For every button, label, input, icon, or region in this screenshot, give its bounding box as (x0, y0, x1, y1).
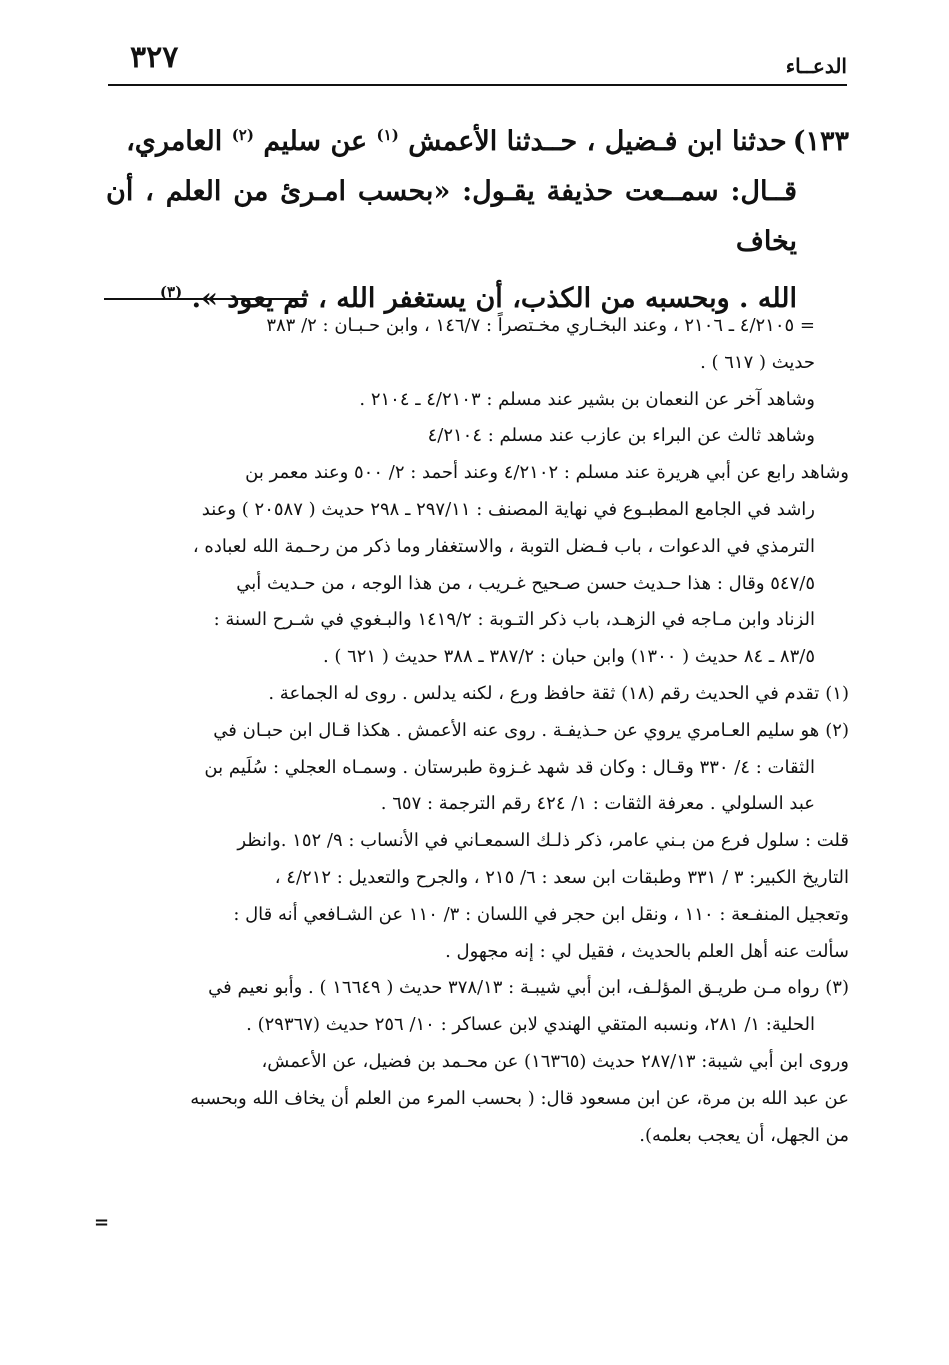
running-title: الدعــاء (785, 54, 847, 78)
footnotes (106, 308, 849, 1154)
hadith-text-segment: عن سليم (263, 126, 368, 157)
footnote-line: قلت : سلول فرع من بـني عامر، ذكر ذلـك السمعـاني في الأنساب : ٩/ ١٥٢ .وانظر (237, 830, 849, 852)
footnote-line: الترمذي في الدعوات ، باب فـضل التوبة ، والاستغفار وما ذكر من رحـمة الله لعباده ، (192, 535, 815, 557)
hadith-text-segment: العامري، (126, 126, 223, 157)
footnote-marker: (٣) (825, 977, 849, 999)
page-number: ٣٢٧ (130, 40, 179, 75)
header-rule (108, 84, 847, 86)
footnote-line: سألت عنه أهل العلم بالحديث ، فقيل لي : إنه مجهول . (445, 940, 849, 962)
footnote-line: ٥٤٧/٥ وقال : هذا حـديث حسن صـحيح غـريب ، من هذا الوجه ، من حـديث أبي (236, 572, 815, 594)
hadith-line-2: قــال: سمــعت حذيفة يقـول: «بحسب امـرئ من العلم ، أن يخاف (106, 176, 797, 257)
footnote-line: الزناد وابن مـاجه في الزهـد، باب ذكر التـوبة : ١٤١٩/٢ والبـغوي في شـرح السنة : (213, 609, 815, 631)
footnote-line: وشاهد رابع عن أبي هريرة عند مسلم : ٤/٢١٠٢ وعند أحمد : ٢/ ٥٠٠ وعند معمر بن (245, 462, 849, 484)
footnote-ref-1: (١) (376, 126, 399, 144)
footnote-text: تقدم في الحديث رقم (١٨) ثقة حافظ ورع ، لكنه يدلس . روى له الجماعة . (268, 682, 820, 704)
footnote-line: حديث ( ٦١٧ ) . (700, 351, 815, 373)
footnote-line: وشاهد ثالث عن البراء بن عازب عند مسلم : ٤/٢١٠٤ (427, 425, 815, 447)
footnote-line: وشاهد آخر عن النعمان بن بشير عند مسلم : ٤/٢١٠٣ ـ ٢١٠٤ . (359, 388, 815, 410)
hadith-line-1 (106, 110, 849, 167)
footnote-ref-2: (٢) (231, 126, 254, 144)
footnote-2 (106, 713, 849, 750)
footnote-line: الثقات : ٤/ ٣٣٠ وقـال : وكان قد شهد غـزوة طبرستان . وسمـاه العجلي : سُلَيم بن (204, 756, 815, 778)
hadith-number: ١٣٣) (792, 126, 849, 157)
footnote-line: عن عبد الله بن مرة، عن ابن مسعود قال: ( بحسب المرء من العلم أن يخاف الله وبحسبه (190, 1087, 849, 1109)
footnote-marker: (٢) (825, 719, 849, 741)
footnote-line: عبد السلولي . معرفة الثقات : ١/ ٤٢٤ رقم الترجمة : ٦٥٧ . (380, 793, 815, 815)
page-header (108, 40, 847, 86)
footnote-1 (106, 676, 849, 713)
footnote-text: رواه مـن طريـق المؤلـف، ابن أبي شيبـة : ٣٧٨/١٣ حديث ( ١٦٦٤٩ ) . وأبو نعيم في (208, 977, 820, 999)
footnote-separator (104, 298, 306, 300)
footnote-line: ٨٣/٥ ـ ٨٤ حديث ( ١٣٠٠) وابن حبان : ٣٨٧/٢ ـ ٣٨٨ حديث ( ٦٢١ ) . (322, 646, 815, 668)
footnote-line: = ٤/٢١٠٥ ـ ٢١٠٦ ، وعند البخـاري مخـتصراً : ١٤٦/٧ ، وابن حـبـان : ٢/ ٣٨٣ (266, 315, 815, 336)
hadith-text-segment: الله . وبحسبه من الكذب، أن يستغفر الله ، ثم يعود ». (191, 283, 797, 314)
footnote-ref-3: (٣) (159, 283, 183, 301)
footnote-line: التاريخ الكبير: ٣ / ٣٣١ وطبقات ابن سعد : ٦/ ٢١٥ ، والجرح والتعديل : ٤/٢١٢ ، (274, 866, 849, 888)
footnote-3 (106, 970, 849, 1007)
continuation-mark: = (94, 1212, 110, 1233)
footnote-marker: (١) (825, 682, 849, 704)
hadith-text-segment: حدثنا ابن فـضيل ، حــدثنا الأعمش (408, 126, 787, 157)
hadith-text (106, 110, 849, 324)
footnote-line: وتعجيل المنفـعة : ١١٠ ، ونقل ابن حجر في اللسان : ٣/ ١١٠ عن الشـافعي أنه قال : (233, 903, 849, 925)
footnote-line: من الجهل، أن يعجب بعلمه). (639, 1124, 849, 1146)
footnote-line: راشد في الجامع المطبـوع في نهاية المصنف : ٢٩٧/١١ ـ ٢٩٨ حديث ( ٢٠٥٨٧ ) وعند (201, 498, 815, 520)
footnote-line: وروى ابن أبي شيبة: ٢٨٧/١٣ حديث (١٦٣٦٥) عن محـمد بن فضيل، عن الأعمش، (261, 1050, 849, 1072)
footnote-text: هو سليم العـامري يروي عن حـذيفـة . روى عنه الأعمش . هكذا قـال ابن حبـان في (213, 719, 820, 741)
footnote-line: الحلية: ١/ ٢٨١، ونسبه المتقي الهندي لابن عساكر : ١٠/ ٢٥٦ حديث (٢٩٣٦٧) . (246, 1014, 815, 1036)
